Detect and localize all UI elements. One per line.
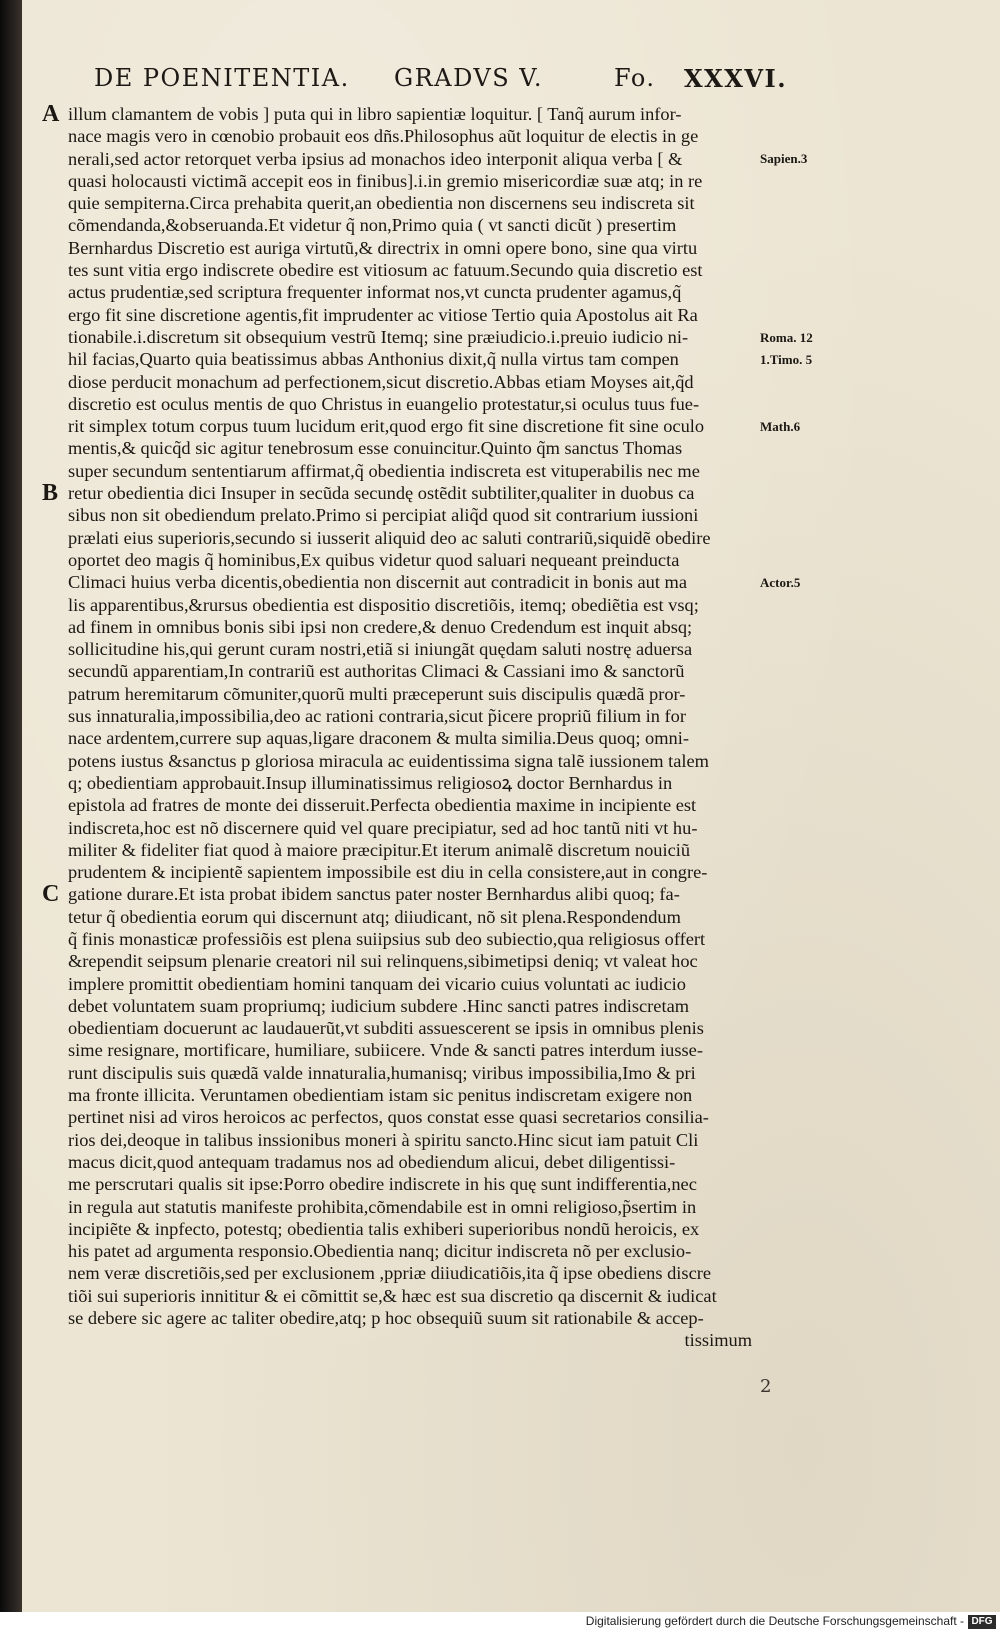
- text-line: [46, 817, 776, 839]
- text-line: [46, 259, 776, 281]
- text-line-content: q̃ finis monasticæ professiõis est plena suiipsius sub deo subiectio,qua religiosus offert: [68, 928, 706, 949]
- text-line: [46, 638, 776, 660]
- text-line-content: diose perducit monachum ad perfectionem,sicut discretio.Abbas etiam Moyses ait,q̃d: [68, 371, 694, 392]
- text-line-content: debet voluntatem suam propriumq; iudicium subdere .Hinc sancti patres indiscretam: [68, 995, 690, 1016]
- text-line: [46, 1196, 776, 1218]
- text-line: [46, 928, 776, 950]
- section-marker: A: [42, 101, 60, 127]
- text-line: [42, 881, 776, 908]
- text-line-content: gatione durare.Et ista probat ibidem sanctus pater noster Bernhardus alibi quoq; fa-: [68, 884, 680, 905]
- text-line-content: q; obedientiam approbauit.Insup illuminatissimus religiosoꝝ doctor Bernhardus in: [68, 772, 673, 793]
- footer-credit: Digitalisierung gefördert durch die Deutsche Forschungsgemeinschaft -: [585, 1614, 964, 1628]
- book-page: [22, 0, 1000, 1612]
- text-line-content: tetur q̃ obedientia eorum qui discernunt atq; diiudicant, nõ sit plena.Respondendum: [68, 906, 681, 927]
- text-line-content: actus prudentiæ,sed scriptura frequenter informat nos,vt cuncta prudenter agamus,q̃: [68, 282, 682, 303]
- text-line-content: sollicitudine his,qui gerunt curam nostri,etiã si iniungãt quędam saluti nostrę aduersa: [68, 639, 693, 660]
- text-line-content: tes sunt vitia ergo indiscrete obedire est vitiosum ac fatuum.Secundo quia discretio est: [68, 260, 703, 281]
- text-line-content: rios dei,deoque in talibus inssionibus moneri à spiritu sancto.Hinc sicut iam patuit Cli: [68, 1129, 699, 1150]
- section-marker: C: [42, 881, 60, 908]
- text-line-content: nem veræ discretiõis,sed per exclusionem ,ppriæ diiudicatiõis,ita q̃ ipse obediens discre: [68, 1263, 712, 1284]
- text-line: [46, 192, 776, 214]
- running-head-folio-number: XXXVI.: [684, 64, 788, 93]
- text-line: [46, 571, 776, 593]
- text-line-content: tiõi sui superioris innititur & ei cõmittit se,& hæc est sua discretio qa discernit & iudicat: [68, 1285, 717, 1306]
- text-line-content: sus innaturalia,impossibilia,deo ac rationi contraria,sicut p̃icere propriũ filium in for: [68, 706, 686, 727]
- text-line-content: sime resignare, mortificare, humiliare, subiicere. Vnde & sancti patres interdum iusse-: [68, 1040, 703, 1061]
- text-line: [46, 950, 776, 972]
- running-head-chapter: GRADVS V.: [394, 64, 544, 92]
- text-line-content: ad finem in omnibus bonis sibi ipsi non credere,& denuo Credendum est inquit absq;: [68, 616, 693, 637]
- text-line-content: discretio est oculus mentis de quo Christus in euangelio protestatur,si oculus tuus fue-: [68, 393, 700, 414]
- text-line-content: me perscrutari qualis sit ipse:Porro obedire indiscrete in his quę sunt indifferentia,nec: [68, 1174, 697, 1195]
- text-line: [46, 170, 776, 192]
- text-line-content: illum clamantem de vobis ] puta qui in libro sapientiæ loquitur. [ Tanq̃ aurum infor-: [68, 104, 682, 124]
- text-line: [46, 727, 776, 749]
- text-line-content: obedientiam docuerunt ac laudauerũt,vt subditi assuescerent se ipsis in omnibus plenis: [68, 1018, 704, 1039]
- text-line-content: quasi holocausti victimã accepit eos in finibus].i.in gremio misericordiæ suæ atq; in re: [68, 170, 703, 191]
- margin-note: Sapien.3: [760, 151, 808, 167]
- text-line: [46, 1262, 776, 1284]
- text-line: [46, 1106, 776, 1128]
- text-line-content: implere promittit obedientiam homini tanquam dei vicario cuius voluntati ac iudicio: [68, 973, 686, 994]
- text-line: [46, 437, 776, 459]
- text-line: [42, 101, 776, 127]
- footer-bar: [0, 1612, 1000, 1632]
- text-line-content: sibus non sit obediendum prelato.Primo si percipiat aliq̃d quod sit contrarium iussioni: [68, 505, 699, 526]
- text-line-content: Bernhardus Discretio est auriga virtutũ,& directrix in omni opere bono, sine qua virtu: [68, 237, 698, 258]
- margin-notes: [760, 0, 840, 1400]
- text-line: [46, 1173, 776, 1195]
- dfg-logo: DFG: [968, 1615, 996, 1629]
- margin-note: Math.6: [760, 418, 801, 434]
- running-head: [94, 64, 814, 98]
- text-line-content: ma fronte illicita. Veruntamen obedientiam istam sic penitus indiscretam exigere non: [68, 1085, 693, 1106]
- text-line-content: nerali,sed actor retorquet verba ipsius ad monachos ideo interponit aliqua verba [ &: [68, 148, 683, 169]
- text-line-content: in regula aut statutis manifeste prohibita,cõmendabile est in omni religioso,p̃sertim in: [68, 1196, 697, 1217]
- text-line: [46, 1218, 776, 1240]
- text-line-content: prudentem & incipientẽ sapientem impossibile est diu in cella consistere,aut in congre-: [68, 862, 708, 883]
- text-line: [46, 973, 776, 995]
- text-line-content: Climaci huius verba dicentis,obedientia non discernit aut contradicit in bonis aut ma: [68, 572, 687, 593]
- text-line: [46, 549, 776, 571]
- text-line: [46, 125, 776, 147]
- margin-note: Roma. 12: [760, 329, 813, 345]
- text-line-content: secundũ apparentiam,In contrariũ est authoritas Climaci & Cassiani imo & sanctorũ: [68, 661, 685, 682]
- text-line-content: patrum heremitarum cõmuniter,quorũ multi præceperunt suis discipulis quædã pror-: [68, 683, 686, 704]
- text-line-content: hil facias,Quarto quia beatissimus abbas Anthonius dixit,q̃ nulla virtus tam compen: [68, 349, 679, 370]
- text-line: [46, 1240, 776, 1262]
- text-line: [46, 348, 776, 370]
- text-line-content: &rependit seipsum plenarie creatori nil sui relinquens,sibimetipsi deniq; vt valeat hoc: [68, 951, 698, 972]
- text-line-content: se debere sic agere ac taliter obedire,atq; p hoc obsequiũ suum sit rationabile & accep-: [68, 1308, 704, 1329]
- text-line: [46, 504, 776, 526]
- margin-note: 1.Timo. 5: [760, 352, 813, 367]
- margin-note: Actor.5: [760, 575, 801, 590]
- text-line: [46, 683, 776, 705]
- section-marker: B: [42, 480, 59, 507]
- text-line-content: incipiẽte & inpfecto, potestq; obedientia talis exhiberi superioribus nondũ heroicis, ex: [68, 1218, 700, 1239]
- text-line: [46, 371, 776, 393]
- text-line: [46, 1062, 776, 1084]
- text-line-content: macus dicit,quod antequam tradamus nos ad obediendum alicui, debet diligentissi-: [68, 1151, 676, 1172]
- text-line: [46, 1039, 776, 1061]
- text-line-content: runt discipulis suis quædã valde innaturalia,humanisq; viribus impossibilia,Imo & pri: [68, 1062, 696, 1083]
- text-line-content: indiscreta,hoc est nõ discernere quid vel quare precipiatur, sed ad hoc tantũ niti vt hu-: [68, 817, 698, 838]
- text-line: [46, 1129, 776, 1151]
- text-line-content: pertinet nisi ad viros heroicos ac perfectos, quos constat esse quasi secretarios consilia-: [68, 1107, 709, 1128]
- text-line: [46, 594, 776, 616]
- text-line: [46, 1307, 776, 1329]
- text-line: [46, 460, 776, 482]
- text-line: [46, 906, 776, 928]
- text-line-content: nace magis vero in cœnobio probauit eos dñs.Philosophus aũt loquitur de electis in ge: [68, 126, 699, 147]
- text-line: [46, 839, 776, 861]
- text-line-content: nace ardentem,currere sup aquas,ligare draconem & multa similia.Deus quoq; omni-: [68, 728, 689, 749]
- page-mark: 2: [760, 1376, 772, 1397]
- text-line-content: prælati eius superioris,secundo si iusserit aliquid deo ac saluti contrariũ,siquidẽ obedire: [68, 527, 711, 548]
- text-line-content: oportet deo magis q̃ hominibus,Ex quibus videtur quod saluari nequeant preinducta: [68, 549, 680, 570]
- text-line: [46, 148, 776, 170]
- text-line-content: his patet ad argumenta responsio.Obedientia nanq; dicitur indiscreta nõ per exclusio-: [68, 1241, 692, 1262]
- text-line: [46, 1329, 776, 1351]
- running-head-folio-label: Fo.: [614, 64, 656, 92]
- text-line: [46, 995, 776, 1017]
- text-line: [46, 1285, 776, 1307]
- text-line-content: potens iustus &sanctus p gloriosa miracula ac euidentissima signa talẽ iussionem talem: [68, 750, 709, 771]
- text-line: [46, 527, 776, 549]
- text-line: [46, 794, 776, 816]
- text-line: [46, 616, 776, 638]
- text-line: [46, 281, 776, 303]
- text-line: [42, 480, 776, 507]
- text-line: [46, 304, 776, 326]
- text-line: [46, 750, 776, 772]
- text-line: [46, 1017, 776, 1039]
- text-line-content: mentis,& quicq̃d sic agitur tenebrosum esse conuincitur.Quinto q̃m sanctus Thomas: [68, 438, 683, 459]
- text-line-content: lis apparentibus,&rursus obedientia est dispositio discretiõis, itemq; obediẽtia est vsq;: [68, 594, 699, 615]
- text-line: [46, 1151, 776, 1173]
- text-line-content: ergo fit sine discretione agentis,fit imprudenter ac vitiose Tertio quia Apostolus ait Ra: [68, 304, 698, 325]
- text-line-content: tissimum: [684, 1330, 752, 1351]
- text-line-content: militer & fideliter fiat quod à maiore præcipitur.Et iterum animalẽ discretum nouiciũ: [68, 839, 691, 860]
- text-line: [46, 214, 776, 236]
- text-line: [46, 772, 776, 794]
- text-line-content: epistola ad fratres de monte dei disseruit.Perfecta obedientia maxime in incipiente est: [68, 795, 697, 816]
- text-line-content: quie sempiterna.Circa prehabita querit,an obedientia non discernens seu indiscreta sit: [68, 193, 695, 214]
- text-line: [46, 861, 776, 883]
- text-line: [46, 237, 776, 259]
- text-line-content: rit simplex totum corpus tuum lucidum erit,quod ergo fit sine discretione fit sine oculo: [68, 416, 705, 437]
- text-line-content: tionabile.i.discretum sit obsequium vestrũ Itemq; sine præiudicio.i.preuio iudicio ni-: [68, 326, 689, 347]
- text-line: [46, 393, 776, 415]
- text-line: [46, 326, 776, 348]
- text-line-content: retur obedientia dici Insuper in secũda secundę ostẽdit subtiliter,qualiter in duobus ca: [68, 483, 695, 504]
- body-text: [42, 101, 776, 1352]
- running-head-title: DE POENITENTIA.: [94, 64, 350, 92]
- text-line: [46, 705, 776, 727]
- text-line: [46, 1084, 776, 1106]
- text-line-content: cõmendanda,&obseruanda.Et videtur q̃ non,Primo quia ( vt sancti dicũt ) presertim: [68, 215, 677, 236]
- text-line-content: super secundum sententiarum affirmat,q̃ obedientia indiscreta est vituperabilis nec me: [68, 460, 700, 481]
- text-line: [46, 415, 776, 437]
- book-edge-shadow: [0, 0, 22, 1632]
- text-line: [46, 660, 776, 682]
